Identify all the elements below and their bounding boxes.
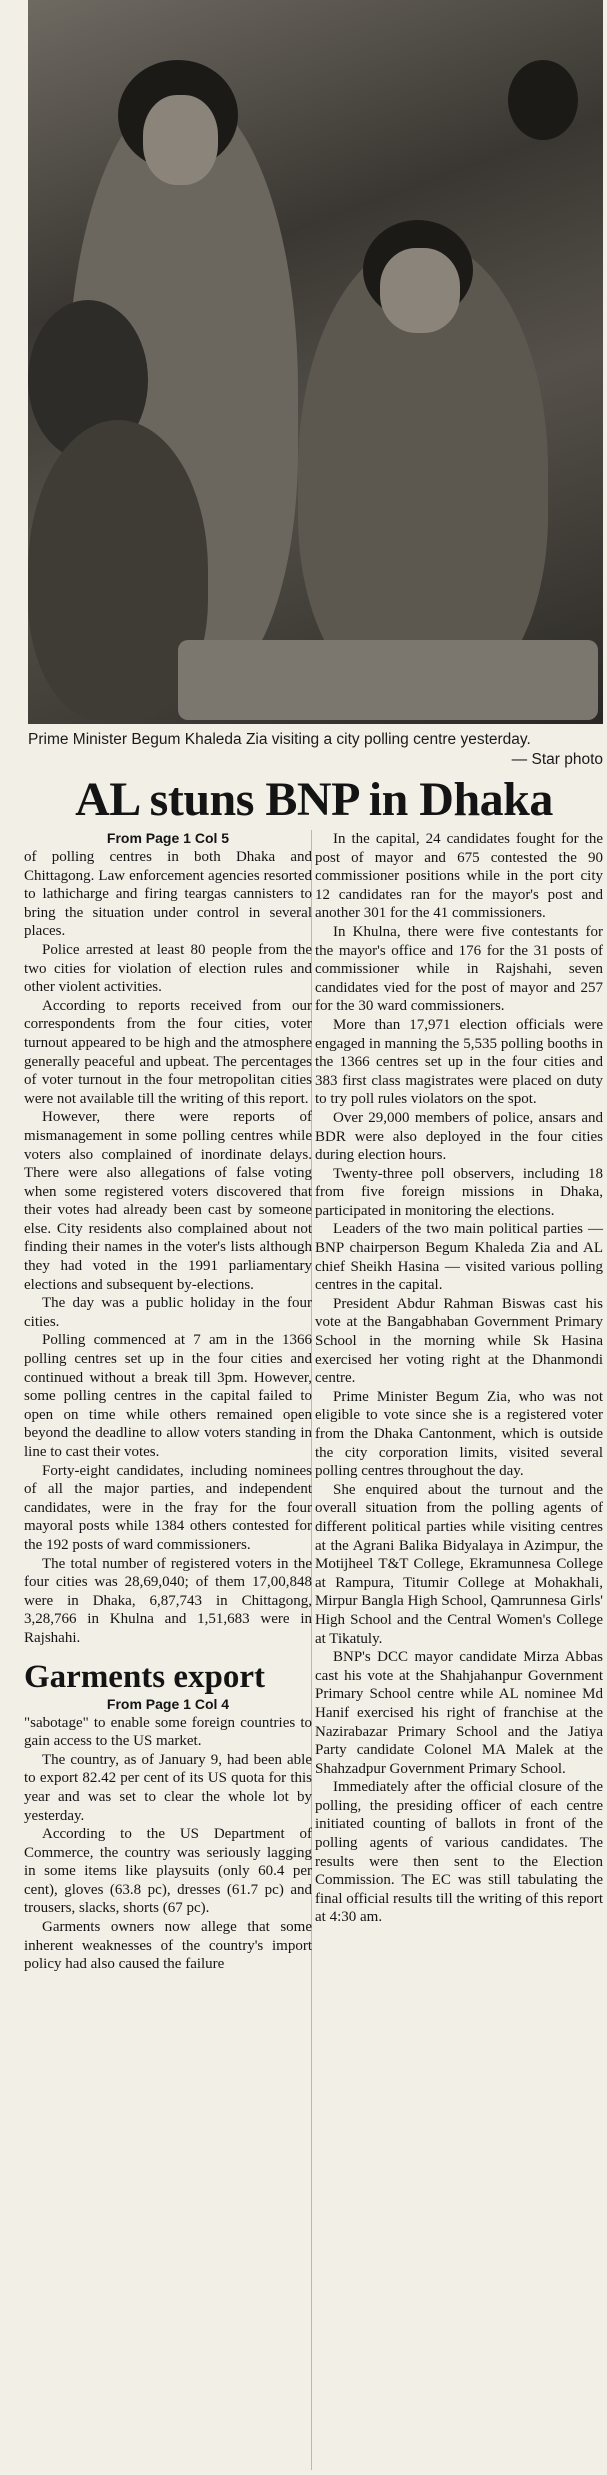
article-paragraph: According to reports received from our correspondents from the four cities, voter turnout appeared to be high and the atmosphere generally peaceful and upbeat. The percentages of voter turnout in the four metropolitan cities were not available till the writing of this report. (24, 997, 312, 1107)
garments-paragraph: According to the US Department of Commerce, the country was seriously lagging in some items like playsuits (only 60.4 per cent), gloves (63.8 pc), dresses (61.7 pc) and trousers, slacks, shorts (67 pc). (24, 1826, 312, 1917)
article-paragraph: Prime Minister Begum Zia, who was not eligible to vote since she is a registered voter from the Dhaka Cantonment, which is outside the city corporation limits, visited several polling centres throughout the day. (315, 1388, 603, 1480)
garments-paragraph: "sabotage" to enable some foreign countries to gain access to the US market. (24, 1714, 312, 1750)
article-paragraph: In Khulna, there were five contestants for the mayor's office and 176 for the 31 posts of commissioner while in Rajshahi, seven candidates vied for the post of mayor and 257 for the 30 ward commissioners. (315, 923, 603, 1015)
photo-caption (28, 730, 603, 770)
article-paragraph: More than 17,971 election officials were engaged in manning the 5,535 polling booths in the 1366 centres set up in the four cities and 383 first class magistrates were placed on duty to try poll rules violators on the spot. (315, 1016, 603, 1108)
article-paragraph: Immediately after the official closure of the polling, the presiding officer of each centre initiated counting of ballots in front of the polling agents of various candidates. The results were then sent to the Election Commission. The EC was still tabulating the final official results till the writing of this report at 4:30 am. (315, 1779, 603, 1926)
photo-credit: — Star photo (511, 751, 603, 768)
article-paragraph: Polling commenced at 7 am in the 1366 polling centres set up in the four cities and continued without a break till 3pm. However, some polling centres in the capital failed to open on time while others remained open beyond the deadline to allow voters standing in line to cast their votes. (24, 1332, 312, 1460)
article-paragraph: Leaders of the two main political parties — BNP chairperson Begum Khaleda Zia and AL chief Sheikh Hasina — visited various polling centres in the capital. (315, 1221, 603, 1294)
article-paragraph: President Abdur Rahman Biswas cast his vote at the Bangabhaban Government Primary School in the morning while Sk Hasina exercised her voting right at the Dhanmondi centre. (315, 1295, 603, 1387)
caption-text: Prime Minister Begum Khaleda Zia visiting a city polling centre yesterday. (28, 731, 531, 748)
article-paragraph: Forty-eight candidates, including nominees of all the major parties, and independent candidates, were in the fray for the four mayoral posts while 1384 others contested for the 192 posts of ward commissioners. (24, 1462, 312, 1553)
garments-paragraph: Garments owners now allege that some inherent weaknesses of the country's import policy had also caused the failure (24, 1919, 312, 1973)
garments-headline: Garments export (24, 1658, 266, 1695)
article-paragraph: The day was a public holiday in the four cities. (24, 1295, 312, 1330)
garments-jump-line: From Page 1 Col 4 (106, 1695, 230, 1712)
article-paragraph: She enquired about the turnout and the overall situation from the polling agents of different political parties while visiting centres at the Agrani Balika Bidyalaya in Azimpur, the Motijheel T&T College, Ekramunnesa College at Rampura, Titumir College at Mohakhali, Mirpur Bangla High School, Qamrunnesa Girls' High School and the Central Women's College at Tikatuly. (315, 1481, 603, 1647)
article-paragraph: The total number of registered voters in the four cities was 28,69,040; of them 17,00,848 were in Dhaka, 6,87,743 in Chittagong, 3,28,766 in Khulna and 1,51,683 were in Rajshahi. (24, 1555, 312, 1646)
news-photo (28, 0, 603, 724)
article-paragraph: of polling centres in both Dhaka and Chittagong. Law enforcement agencies resorted to lathicharge and firing teargas cannisters to bring the situation under control in several places. (24, 849, 312, 940)
article-headline: AL stuns BNP in Dhaka (75, 773, 553, 826)
article-paragraph: BNP's DCC mayor candidate Mirza Abbas cast his vote at the Shahjahanpur Government Primary School centre while AL nominee Md Hanif exercised his right of franchise at the Nazirabazar Primary School and the Jatiya Party candidate Colonel MA Malek at the Shahzadpur Government Primary School. (315, 1649, 603, 1777)
jump-line: From Page 1 Col 5 (106, 830, 230, 846)
article-paragraph: In the capital, 24 candidates fought for the post of mayor and 675 contested the 90 commissioner positions while in the port city 12 candidates ran for the mayor's post and another 301 for the 41 commissioners. (315, 831, 603, 922)
garments-paragraph: The country, as of January 9, had been able to export 82.42 per cent of its US quota for this year and was set to clear the whole lot by yesterday. (24, 1751, 312, 1824)
article-paragraph: However, there were reports of mismanagement in some polling centres while voters also complained of inordinate delays. There were also allegations of false voting when some registered voters discovered that their votes had already been cast by someone else. City residents also complained about not finding their names in the voter's lists although they had voted in the 1991 parliamentary elections and subsequent by-elections. (24, 1109, 312, 1293)
article-paragraph: Police arrested at least 80 people from the two cities for violation of election rules and other violent activities. (24, 941, 312, 996)
left-column (24, 830, 312, 1974)
right-column (315, 830, 603, 1927)
article-paragraph: Over 29,000 members of police, ansars and BDR were also deployed in the four cities during election hours. (315, 1109, 603, 1164)
article-paragraph: Twenty-three poll observers, including 18 from five foreign missions in Dhaka, participated in monitoring the elections. (315, 1165, 603, 1219)
